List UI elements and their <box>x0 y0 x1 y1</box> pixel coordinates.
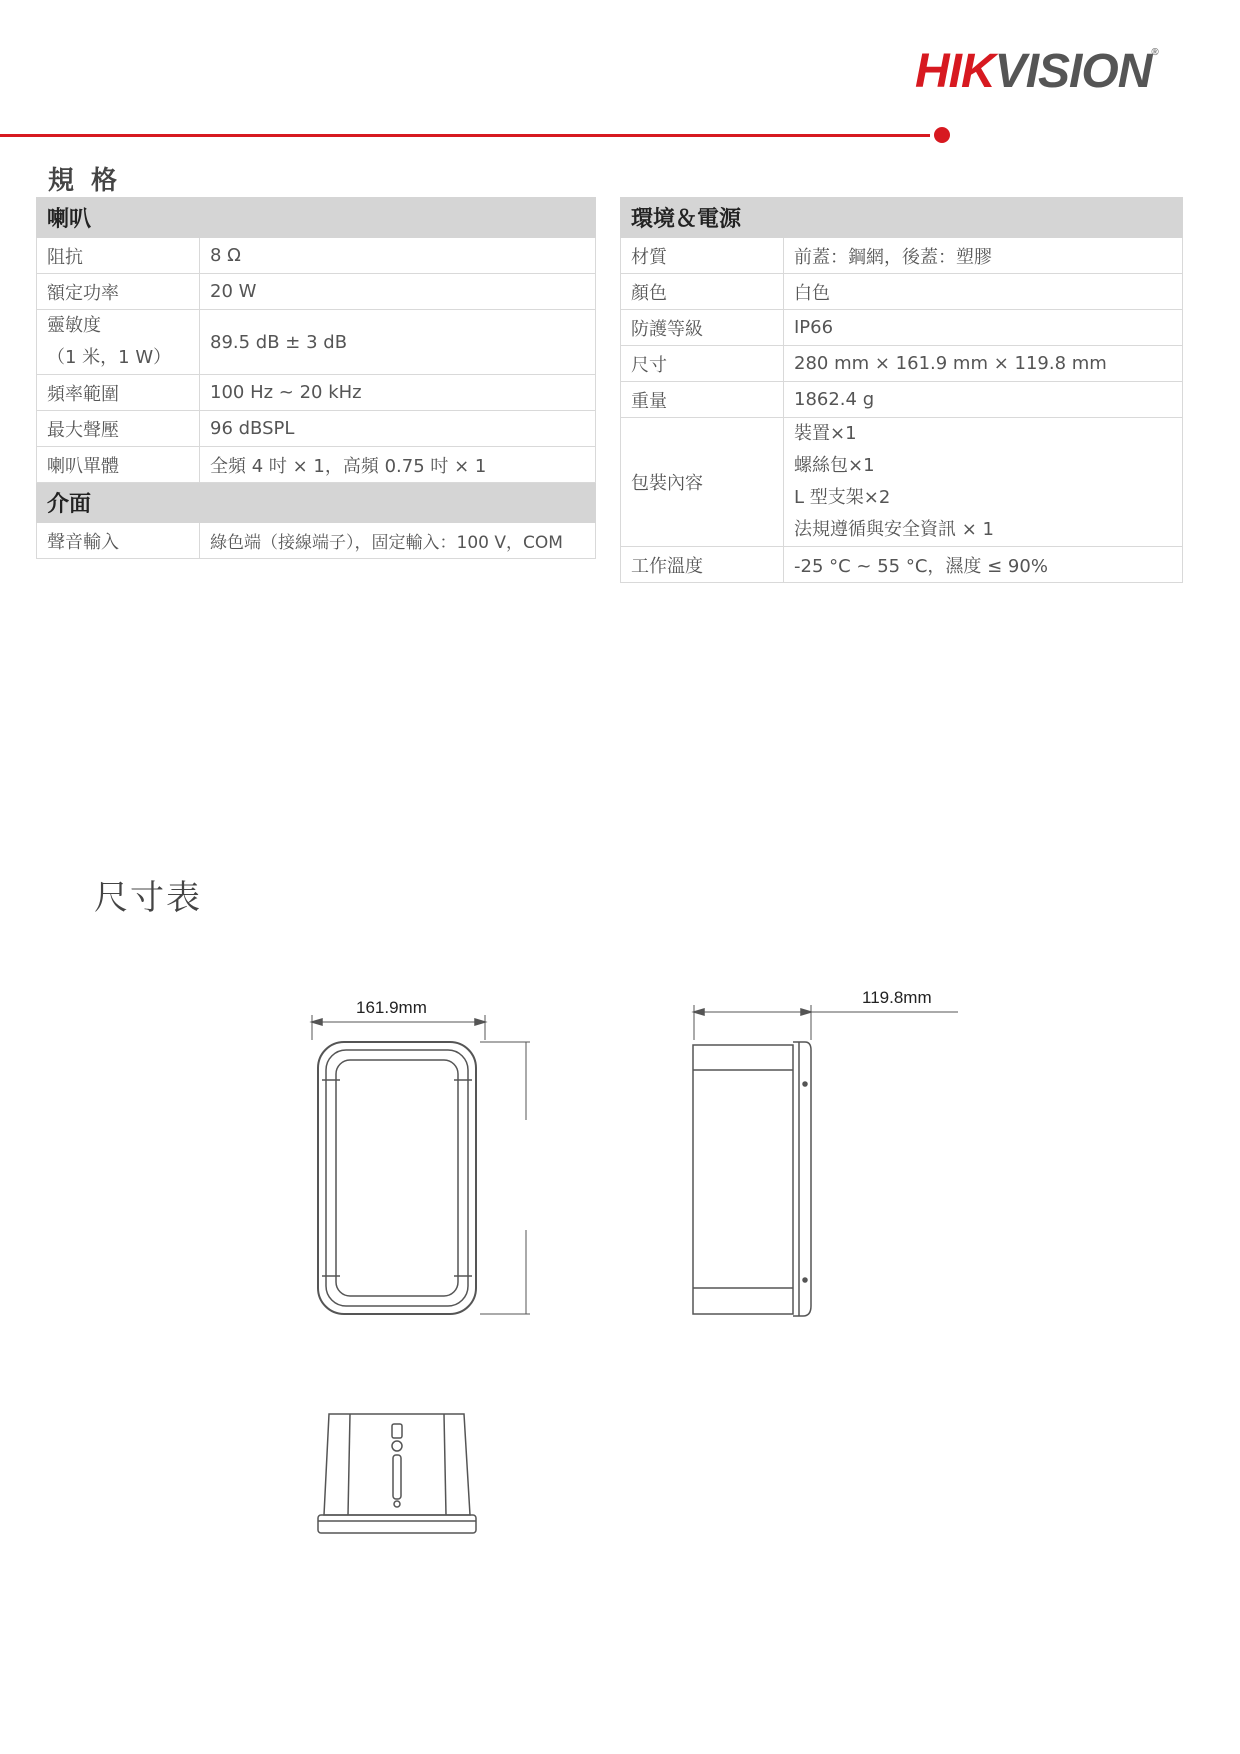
spec-key: 聲音輸入 <box>37 523 200 559</box>
spec-key: 喇叭單體 <box>37 447 200 483</box>
spec-title: 規 格 <box>48 166 122 196</box>
dimensions-title: 尺寸表 <box>94 878 202 918</box>
hikvision-logo: HIKVISION® <box>915 45 1158 98</box>
spec-value: 280 mm × 161.9 mm × 119.8 mm <box>784 346 1183 382</box>
package-item: 螺絲包×1 <box>794 455 875 476</box>
package-item: 法規遵循與安全資訊 × 1 <box>794 519 994 540</box>
spec-value: 白色 <box>784 274 1183 310</box>
spec-key-sub: （1 米，1 W） <box>47 347 172 368</box>
spec-value: 96 dBSPL <box>200 411 596 447</box>
spec-key: 阻抗 <box>37 238 200 274</box>
top-view-drawing <box>318 1414 476 1533</box>
spec-key-main: 靈敏度 <box>47 315 101 336</box>
spec-value: 1862.4 g <box>784 382 1183 418</box>
side-view-drawing <box>693 1005 958 1316</box>
spec-value: 綠色端（接線端子），固定輸入：100 V，COM <box>200 523 596 559</box>
spec-key: 工作溫度 <box>621 547 784 583</box>
speaker-header: 喇叭 <box>37 198 596 238</box>
spec-value: 前蓋：鋼網，後蓋：塑膠 <box>784 238 1183 274</box>
spec-value: 100 Hz ~ 20 kHz <box>200 375 596 411</box>
spec-key: 包裝內容 <box>621 418 784 547</box>
env-power-header: 環境＆電源 <box>621 198 1183 238</box>
spec-key: 頻率範圍 <box>37 375 200 411</box>
spec-key: 顏色 <box>621 274 784 310</box>
spec-value: 8 Ω <box>200 238 596 274</box>
depth-dimension-label: 119.8mm <box>862 988 932 1007</box>
width-dimension-label: 161.9mm <box>356 998 427 1017</box>
spec-key: 尺寸 <box>621 346 784 382</box>
spec-key: 材質 <box>621 238 784 274</box>
interface-header: 介面 <box>37 483 596 523</box>
spec-value: 20 W <box>200 274 596 310</box>
spec-key: 防護等級 <box>621 310 784 346</box>
spec-value: -25 °C ~ 55 °C，濕度 ≤ 90% <box>784 547 1183 583</box>
spec-key: 重量 <box>621 382 784 418</box>
spec-key: 額定功率 <box>37 274 200 310</box>
package-item: 裝置×1 <box>794 423 857 444</box>
package-item: L 型支架×2 <box>794 487 891 508</box>
spec-value: 全頻 4 吋 × 1，高頻 0.75 吋 × 1 <box>200 447 596 483</box>
front-view-drawing <box>312 1015 530 1314</box>
spec-value: 89.5 dB ± 3 dB <box>200 310 596 375</box>
spec-value: IP66 <box>784 310 1183 346</box>
spec-key: 最大聲壓 <box>37 411 200 447</box>
